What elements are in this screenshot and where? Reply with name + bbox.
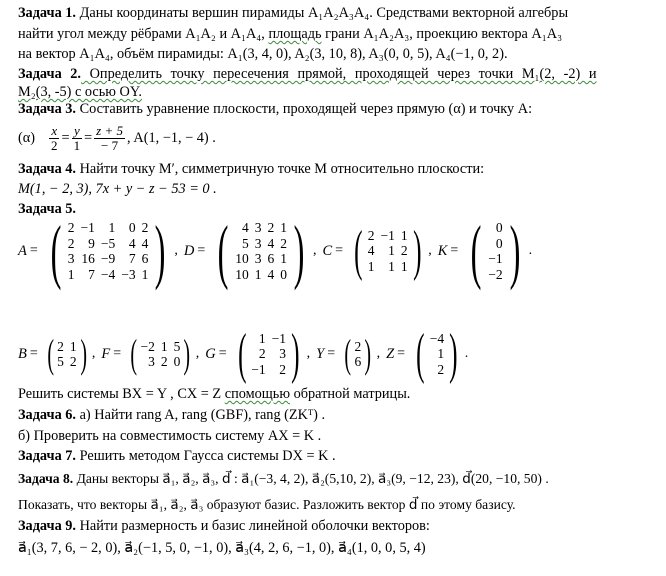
task4-label: Задача 4. — [18, 161, 77, 177]
matrix-A-cell: 2 — [67, 235, 75, 251]
matrix-C-cell: 2 — [400, 243, 408, 259]
matrix-A-cell: −3 — [121, 266, 136, 282]
matrix-B-cell: 5 — [57, 354, 64, 369]
matrix-D-cell: 1 — [254, 266, 262, 282]
matrix-C-cell: 1 — [388, 258, 395, 274]
task9-label: Задача 9. — [18, 518, 77, 534]
matrix-A-cell: 1 — [67, 266, 75, 282]
matrix-F-cell: 3 — [148, 354, 155, 369]
task8-line1 — [18, 470, 549, 487]
task1-text-1: Даны координаты вершин пирамиды A₁A₂A₃A₄. Средствами векторной алгебры — [79, 5, 569, 21]
matrix-C-cell: 1 — [400, 258, 408, 274]
matrix-D: ( 4 3 2 1 5 3 4 2 10 3 6 1 10 1 4 0 ) — [217, 211, 305, 291]
task6-text-1: а) Найти rang A, rang (GBF), rang (ZKᵀ) . — [76, 407, 326, 423]
task8-label: Задача 8. — [18, 471, 74, 486]
matrix-A-cell: 6 — [141, 251, 149, 266]
matrix-C-cell: −1 — [380, 227, 395, 243]
task2-text-2: M₂(3, -5) с осью OY. — [18, 84, 142, 100]
task3-equation: (α) $\frac{x}{2}$ = $\frac{y}{1}$ = $\frac{z + 5}{- 7}$ , A(1, −1, − 4) . — [18, 122, 216, 153]
matrix-G-cell: −1 — [251, 361, 266, 377]
matrix-C-cell: 1 — [388, 243, 395, 259]
matrix-A-cell: 4 — [128, 235, 136, 251]
matrix-A-cell: 16 — [81, 251, 95, 266]
matrix-A-cell: 0 — [128, 220, 136, 235]
matrix-K: ( 0 0 −1 −2 ) — [470, 211, 521, 291]
task5-solve-a: Решить системы BX = Y , CX = Z — [18, 386, 225, 402]
matrix-D-cell: 3 — [254, 220, 262, 235]
matrix-Y: ( 2 6 ) — [344, 331, 372, 376]
fraction-z: $\frac{z + 5}{- 7}$ — [96, 122, 124, 153]
task2-line1 — [18, 66, 596, 83]
matrix-A-cell: 2 — [67, 220, 75, 235]
task3-line1 — [18, 101, 532, 118]
matrix-F-cell: 1 — [160, 338, 168, 354]
matrix-A-cell: 3 — [67, 251, 75, 266]
matrix-C: ( 2 −1 1 4 1 2 1 1 1 ) — [354, 220, 422, 282]
task2-text-1: Определить точку пересечения прямой, проходящей через точки M₁(2, -2) и — [81, 66, 597, 82]
matrix-Z-cell: 2 — [437, 361, 445, 377]
matrix-B: ( 2 1 5 2 ) — [47, 331, 87, 376]
fraction-x: $\frac{x}{2}$ — [51, 122, 58, 153]
matrix-B-cell: 2 — [69, 354, 77, 369]
matrix-G: ( 1 −1 2 3 −1 2 ) — [237, 323, 300, 385]
task1-text-2c: грани A₁A₂A₃, проекцию вектора A₁A₃ — [321, 26, 563, 42]
matrix-F-cell: 5 — [173, 338, 181, 354]
matrix-D-cell: 5 — [241, 235, 249, 251]
matrix-Z-cell: 1 — [437, 346, 445, 362]
task9-line1 — [18, 518, 430, 535]
task8-line2: Показать, что векторы a⃗₁, a⃗₂, a⃗₃ образуют базис. Разложить вектор d⃗ по этому базису. — [18, 497, 516, 512]
matrix-K-cell: 0 — [495, 235, 503, 251]
task9-line2: a⃗₁(3, 7, 6, − 2, 0), a⃗₂(−1, 5, 0, −1, 0), a⃗₃(4, 2, 6, −1, 0), a⃗₄(1, 0, 0, 5, 4) — [18, 540, 426, 556]
task4-line2: M(1, − 2, 3), 7x + y − z − 53 = 0 . — [18, 181, 217, 197]
task1-label: Задача 1. — [18, 5, 77, 21]
task1-line1 — [18, 5, 568, 22]
matrix-F: ( −2 1 5 3 2 0 ) — [130, 331, 191, 376]
task1-text-2b: площадь — [268, 26, 322, 42]
task7-label: Задача 7. — [18, 448, 77, 464]
matrix-D-cell: 4 — [267, 266, 275, 282]
matrix-D-cell: 4 — [267, 235, 275, 251]
matrix-Y-cell: 6 — [354, 354, 362, 369]
task8-text-1: Даны векторы a⃗₁, a⃗₂, a⃗₃, d⃗ : a⃗₁(−3, 4, 2), a⃗₂(5,10, 2), a⃗₃(9, −12, 23), d⃗(20, −10, 50) . — [73, 471, 549, 486]
task1-line3: на вектор A₁A₄, объём пирамиды: A₁(3, 4, 0), A₂(3, 10, 8), A₃(0, 0, 5), A₄(−1, 0, 2). — [18, 46, 508, 62]
matrix-G-cell: 1 — [258, 330, 266, 346]
matrix-F-cell: −2 — [140, 338, 155, 354]
task9-text-1: Найти размерность и базис линейной оболочки векторов: — [76, 518, 430, 534]
matrix-A-cell: 1 — [108, 220, 116, 235]
task5-solve-b: спомощью — [224, 386, 290, 402]
matrix-D-cell: 3 — [254, 235, 262, 251]
matrix-B-cell: 1 — [69, 338, 77, 354]
task6-line2: б) Проверить на совместимость систему AX = K . — [18, 428, 322, 444]
task7-line1 — [18, 448, 336, 465]
matrix-F-cell: 0 — [173, 354, 181, 369]
task5-solve-c: обратной матрицы. — [290, 386, 411, 402]
task3-label: Задача 3. — [18, 101, 77, 117]
task2-line2 — [18, 84, 142, 101]
task2-label: Задача 2. — [18, 66, 82, 82]
matrix-K-cell: 0 — [495, 220, 503, 235]
matrix-D-cell: 4 — [241, 220, 249, 235]
task1-line2 — [18, 26, 562, 43]
task5-solve — [18, 386, 410, 403]
matrix-F-cell: 2 — [160, 354, 168, 369]
matrix-A-cell: −9 — [100, 251, 116, 266]
matrix-C-cell: 2 — [367, 227, 375, 243]
matrix-C-cell: 1 — [367, 258, 375, 274]
matrix-Y-cell: 2 — [354, 338, 362, 354]
matrix-row-1: A = ( 2 −1 1 0 2 2 9 −5 4 4 3 16 −9 7 6 1 7 −4 −3 1 ) , D = ( 4 3 2 1 5 3 4 2 10 3 6 1 10 1 4 0 ) , C = ( 2 −1 1 4 1 2 1 1 1 ) , K = ( 0 0 −1 −2 ) . — [18, 211, 533, 291]
matrix-D-cell: 1 — [280, 251, 287, 266]
matrix-A-cell: 4 — [141, 235, 149, 251]
task4-text-1: Найти точку M′, симметричную точке M относительно плоскости: — [76, 161, 485, 177]
matrix-G-cell: 2 — [279, 361, 287, 377]
task5-label: Задача 5. — [18, 201, 77, 217]
matrix-A-cell: 2 — [141, 220, 149, 235]
task1-text-2a: найти угол между рёбрами A₁A₂ и A₁A₄, — [18, 26, 269, 42]
matrix-Z: ( −4 1 2 ) — [416, 323, 458, 385]
matrix-K-cell: −2 — [488, 266, 503, 282]
matrix-K-cell: −1 — [488, 251, 503, 266]
matrix-A-cell: 9 — [88, 235, 95, 251]
matrix-Z-cell: −4 — [429, 330, 445, 346]
task3-text-1: Составить уравнение плоскости, проходящей через прямую (α) и точку А: — [76, 101, 533, 117]
matrix-D-cell: 1 — [280, 220, 287, 235]
matrix-D-cell: 3 — [254, 251, 262, 266]
matrix-C-cell: 4 — [367, 243, 375, 259]
matrix-D-cell: 2 — [280, 235, 287, 251]
matrix-D-cell: 6 — [267, 251, 275, 266]
task4-line1 — [18, 161, 484, 178]
matrix-D-cell: 10 — [235, 251, 249, 266]
matrix-A-cell: 1 — [141, 266, 149, 282]
task3-point: , A(1, −1, − 4) . — [127, 129, 216, 146]
matrix-A-cell: −5 — [100, 235, 116, 251]
matrix-D-cell: 2 — [267, 220, 275, 235]
matrix-A-cell: 7 — [88, 266, 95, 282]
matrix-G-cell: 3 — [279, 346, 287, 362]
matrix-A: ( 2 −1 1 0 2 2 9 −5 4 4 3 16 −9 7 6 1 7 −4 −3 1 ) — [50, 211, 166, 291]
matrix-A-cell: 7 — [128, 251, 136, 266]
matrix-C-cell: 1 — [400, 227, 408, 243]
matrix-row-2: B = ( 2 1 5 2 ) , F = ( −2 1 5 3 2 0 ) , G = ( 1 −1 2 3 −1 2 ) , Y = ( 2 6 ) , Z = ( −4 1 2 ) . — [18, 323, 469, 385]
task7-text-1: Решить методом Гаусса системы DX = K . — [76, 448, 336, 464]
fraction-y: $\frac{y}{1}$ — [73, 122, 81, 153]
matrix-G-cell: 2 — [258, 346, 266, 362]
matrix-A-cell: −1 — [80, 220, 95, 235]
task6-label: Задача 6. — [18, 407, 77, 423]
alpha-label: (α) — [18, 129, 36, 146]
matrix-A-cell: −4 — [100, 266, 116, 282]
matrix-D-cell: 0 — [280, 266, 287, 282]
matrix-G-cell: −1 — [271, 330, 287, 346]
task6-line1 — [18, 407, 325, 424]
matrix-B-cell: 2 — [57, 338, 64, 354]
matrix-D-cell: 10 — [235, 266, 249, 282]
